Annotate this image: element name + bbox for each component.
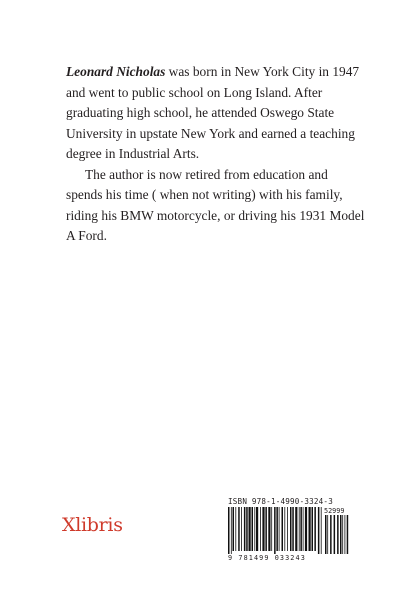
barcode-digits: 9 781499 033243: [228, 554, 306, 562]
barcode-bar: [337, 515, 339, 554]
barcode-bar: [309, 507, 311, 551]
barcode-bar: [342, 515, 343, 554]
barcode-bar: [260, 507, 261, 551]
barcode-bar: [246, 507, 248, 551]
barcode-bar: [252, 507, 254, 551]
isbn-label: ISBN 978-1-4990-3324-3: [228, 497, 333, 506]
barcode-bar: [312, 507, 314, 551]
bio-paragraph-1-text: was born in New York City in 1947 and went to public school on Long Island. After graduating high school, he attended Oswego State University in upstate New York and earned a teaching degree in Industrial Arts.: [66, 64, 360, 161]
barcode-bar: [262, 507, 264, 551]
barcode-bar: [228, 507, 230, 554]
barcode-bar: [321, 507, 322, 554]
barcode-bar: [233, 507, 235, 551]
barcode-bar: [340, 515, 342, 554]
barcode-bar: [330, 515, 332, 554]
barcode-bar: [282, 507, 284, 551]
barcode-bar: [318, 507, 320, 554]
barcode-bar: [238, 507, 240, 551]
barcode-bar: [299, 507, 300, 551]
barcode-bar: [265, 507, 267, 551]
author-bio: [66, 62, 366, 247]
barcode-bar: [284, 507, 285, 551]
barcode-bar: [241, 507, 242, 551]
barcode-bar: [235, 507, 236, 551]
barcode-bar: [249, 507, 251, 551]
barcode-bar: [244, 507, 246, 551]
barcode-bar: [347, 515, 349, 554]
barcode-bar: [345, 515, 346, 554]
publisher-logo: Xlibris: [62, 514, 123, 536]
barcode-bar: [292, 507, 294, 551]
isbn-barcode: [225, 497, 353, 564]
barcode-bar: [303, 507, 304, 551]
barcode-bar: [279, 507, 280, 551]
barcode-bar: [290, 507, 292, 551]
barcode-bar: [314, 507, 316, 551]
barcode-bar: [274, 507, 276, 554]
barcode-addon-number: 52999: [324, 507, 345, 515]
barcode-bars: [225, 507, 353, 554]
barcode-bar: [334, 515, 336, 554]
barcode-bar: [300, 507, 302, 551]
barcode-bar: [327, 515, 328, 554]
barcode-bar: [295, 507, 297, 551]
barcode-bar: [276, 507, 278, 551]
barcode-bar: [256, 507, 258, 551]
author-name: Leonard Nicholas: [66, 64, 166, 79]
barcode-bar: [287, 507, 288, 551]
barcode-bar: [325, 515, 327, 554]
barcode-bar: [305, 507, 307, 551]
barcode-bar: [254, 507, 255, 551]
barcode-bar: [231, 507, 232, 554]
bio-paragraph-1: [66, 62, 366, 165]
barcode-bar: [268, 507, 270, 551]
barcode-bar: [271, 507, 272, 551]
bio-paragraph-2: The author is now retired from education and spends his time ( when not writing) with his family, riding his BMW motorcycle, or driving his 1931 Model A Ford.: [66, 166, 365, 243]
